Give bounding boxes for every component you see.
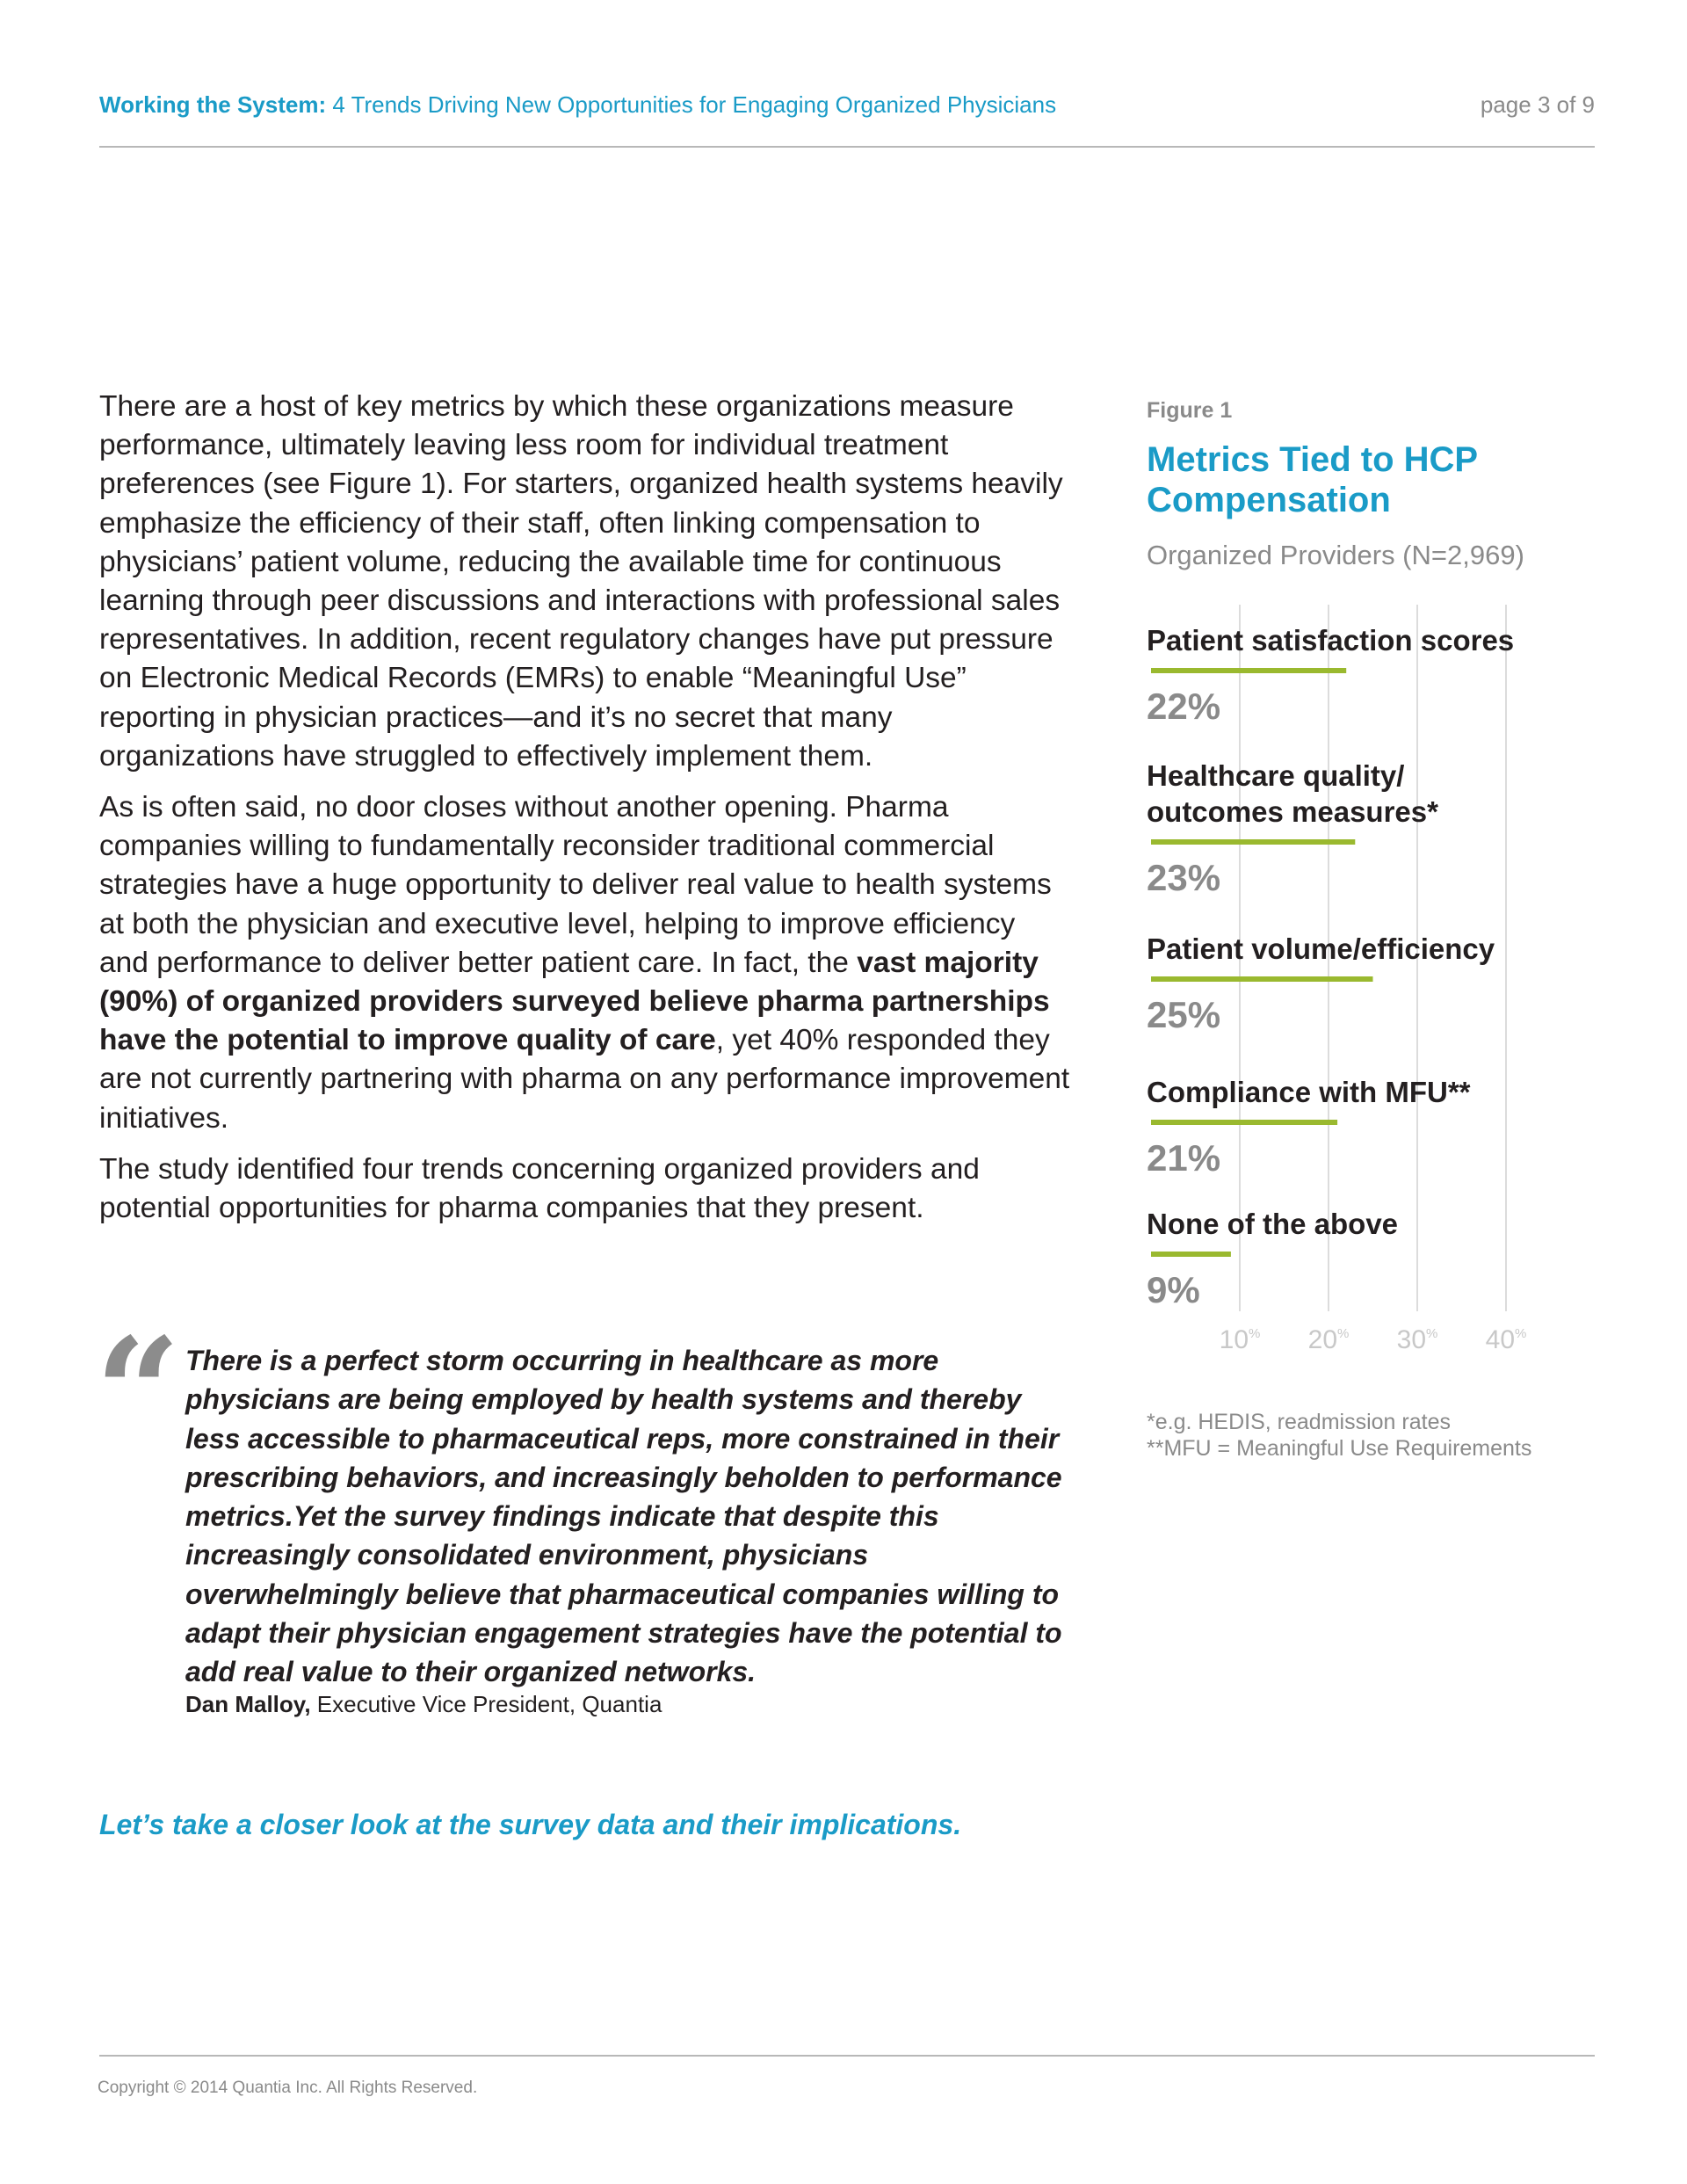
metrics-bar-chart (1133, 598, 1573, 1389)
tick-unit-20: % (1337, 1326, 1350, 1341)
page-indicator: page 3 of 9 (1480, 91, 1595, 118)
bar-3 (1151, 976, 1373, 982)
category-label-3: Patient volume/efficiency (1147, 932, 1495, 965)
category-label-2-line-2: outcomes measures* (1147, 795, 1438, 828)
tick-label-40: 40% (1485, 1325, 1527, 1354)
figure-title: Metrics Tied to HCP Compensation (1147, 440, 1478, 519)
footer-divider (99, 2055, 1595, 2057)
figure-label: Figure 1 (1147, 398, 1233, 423)
value-label-4: 21% (1147, 1137, 1221, 1179)
figure-subtitle: Organized Providers (N=2,969) (1147, 540, 1524, 570)
body-paragraph-2-emphasis: vast majority (90%) of organized providers surveyed believe pharma partnerships have the potential to improve quality of care (99, 946, 1050, 1057)
value-label-1: 22% (1147, 686, 1221, 727)
quote-attribution (185, 1691, 662, 1718)
tick-unit-30: % (1426, 1326, 1438, 1341)
body-paragraph-3: The study identified four trends concerning organized providers and potential opportunities for pharma companies that they present. (99, 1152, 980, 1225)
category-label-2-line-1: Healthcare quality/ (1147, 759, 1405, 792)
footnote-mfu: **MFU = Meaningful Use Requirements (1147, 1436, 1532, 1461)
value-label-2: 23% (1147, 857, 1221, 898)
bar-4 (1151, 1120, 1337, 1125)
header-divider (99, 146, 1595, 148)
quote-mark-icon: “ (95, 1305, 181, 1481)
footnote-quality: *e.g. HEDIS, readmission rates (1147, 1410, 1451, 1434)
document-title-bold: Working the System: (99, 91, 327, 118)
closing-callout: Let’s take a closer look at the survey data and their implications. (99, 1809, 962, 1840)
bar-5 (1151, 1252, 1231, 1257)
body-paragraph-2-end: , yet 40% responded they are not currently partnering with pharma on any performance improvement initiatives. (99, 1024, 1070, 1135)
tick-unit-10: % (1249, 1326, 1261, 1341)
tick-label-10: 10% (1219, 1325, 1261, 1354)
body-column (99, 388, 1070, 1240)
body-paragraph-1: There are a host of key metrics by which these organizations measure performance, ultimately leaving less room for individual treatment preferences (see Figure 1). For starters, organized health systems heavily emphasize the efficiency of their staff, often linking compensation to physicians’ patient volume, reducing the available time for continuous learning through peer discussions and interactions with professional sales representatives. In addition, recent regulatory changes have put pressure on Electronic Medical Records (EMRs) to enable “Meaningful Use” reporting in physician practices—and it’s no secret that many organizations have struggled to effectively implement them. (99, 390, 1063, 773)
value-label-5: 9% (1147, 1269, 1200, 1310)
bar-2 (1151, 839, 1355, 845)
body-paragraph-2 (99, 788, 1070, 1138)
copyright-notice: Copyright © 2014 Quantia Inc. All Rights Reserved. (98, 2079, 478, 2097)
category-label-4: Compliance with MFU** (1147, 1076, 1471, 1108)
document-title (99, 91, 1056, 119)
quote-author-title: Executive Vice President, Quantia (310, 1691, 662, 1717)
tick-label-20: 20% (1307, 1325, 1350, 1354)
tick-label-30: 30% (1396, 1325, 1438, 1354)
category-label-5: None of the above (1147, 1208, 1399, 1240)
pull-quote: There is a perfect storm occurring in healthcare as more physicians are being employed by health systems and thereby less accessible to pharmaceutical reps, more constrained in their prescribing behaviors, and increasingly beholden to performance metrics.Yet the survey findings indicate that despite this increasingly consolidated environment, physicians overwhelmingly believe that pharmaceutical companies willing to adapt their physician engagement strategies have the potential to add real value to their organized networks. (185, 1345, 1062, 1688)
figure-footnotes (1147, 1409, 1531, 1462)
body-paragraph-2-start: As is often said, no door closes without another opening. Pharma companies willing to fundamentally reconsider traditional commercial strategies have a huge opportunity to deliver real value to health systems at both the physician and executive level, helping to improve efficiency and performance to deliver better patient care. In fact, the (99, 791, 1052, 979)
bar-1 (1151, 668, 1346, 673)
quote-author: Dan Malloy, (185, 1691, 311, 1717)
chart-canvas (1133, 598, 1573, 1389)
value-label-3: 25% (1147, 994, 1221, 1035)
page-header (99, 91, 1595, 127)
tick-unit-40: % (1515, 1326, 1527, 1341)
category-label-1: Patient satisfaction scores (1147, 624, 1515, 657)
document-title-rest: 4 Trends Driving New Opportunities for Engaging Organized Physicians (326, 91, 1057, 118)
